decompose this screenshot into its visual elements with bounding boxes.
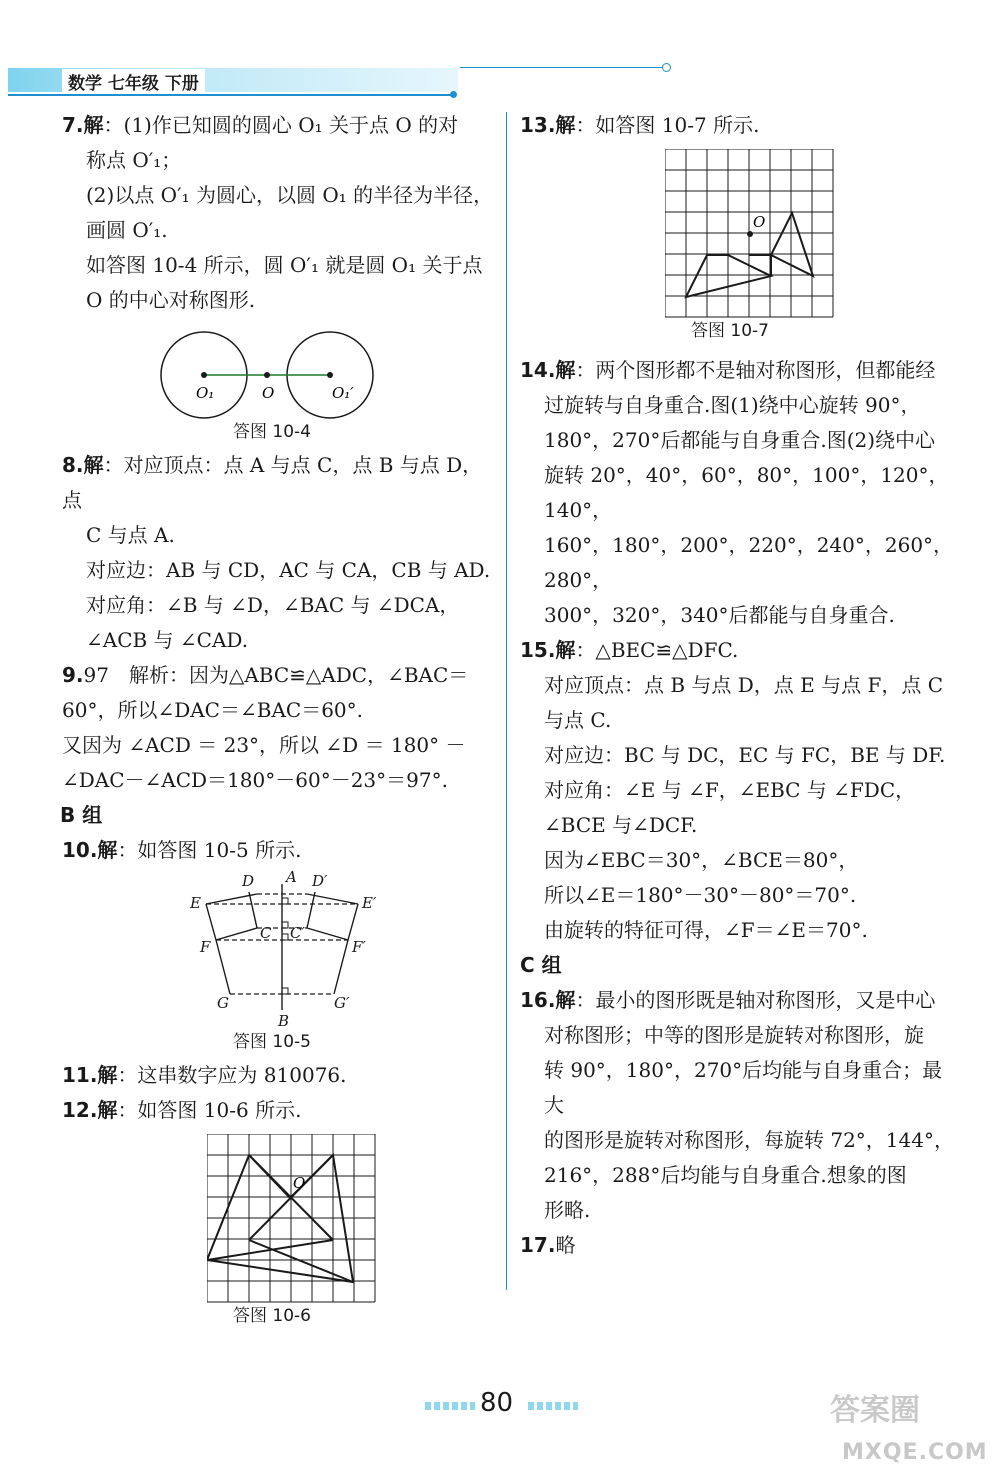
left-column xyxy=(62,108,502,1332)
group-c-heading: C 组 xyxy=(520,953,562,977)
column-divider xyxy=(506,112,507,1290)
q15-line9: 由旋转的特征可得，∠F＝∠E＝70°. xyxy=(544,918,868,942)
label-b: B xyxy=(278,1012,290,1030)
q16-line3: 转 90°，180°，270°后均能与自身重合；最大 xyxy=(544,1058,943,1117)
label-o-10-7: O xyxy=(753,213,766,231)
label-c-prime: C′ xyxy=(290,924,305,942)
q14-line5: 160°，180°，200°，220°，240°，260°，280°， xyxy=(544,533,954,592)
q11-line1: 11.解：这串数字应为 810076. xyxy=(62,1063,347,1087)
header-rule-bottom xyxy=(8,94,453,96)
q7-line3: (2)以点 O′₁ 为圆心，以圆 O₁ 的半径为半径， xyxy=(86,183,494,207)
label-g: G xyxy=(217,994,229,1012)
q9-line1: 9.97 解析：因为△ABC≌△ADC，∠BAC＝ xyxy=(62,663,469,687)
q16-line5: 216°，288°后均能与自身重合.想象的图 xyxy=(544,1163,907,1187)
label-a: A xyxy=(286,870,297,886)
header-rule-top xyxy=(460,67,665,68)
q14-line4: 旋转 20°，40°，60°，80°，100°，120°，140°， xyxy=(544,463,949,522)
q16-line1: 16.解：最小的图形既是轴对称图形，又是中心 xyxy=(520,988,936,1012)
label-c: C xyxy=(260,924,272,942)
q9-line4: ∠DAC－∠ACD＝180°－60°－23°＝97°. xyxy=(62,768,448,792)
q7-line2: 称点 O′₁； xyxy=(86,148,182,172)
q15-line6: ∠BCE 与∠DCF. xyxy=(544,813,698,837)
caption-10-7: 答图 10-7 xyxy=(691,321,769,341)
figure-10-6 xyxy=(207,1134,377,1304)
point-o1 xyxy=(201,372,207,378)
edge-epdp xyxy=(307,894,358,904)
footer-deco-left xyxy=(425,1402,475,1410)
q15-line5: 对应角：∠E 与 ∠F，∠EBC 与 ∠FDC， xyxy=(544,778,916,802)
q14-line1: 14.解：两个图形都不是轴对称图形，但都能经 xyxy=(520,358,936,382)
edge-fpgp xyxy=(334,940,348,994)
figure-10-4 xyxy=(152,330,412,420)
q13-line1: 13.解：如答图 10-7 所示. xyxy=(520,113,760,137)
q8-line3: 对应边：AB 与 CD，AC 与 CA，CB 与 AD. xyxy=(86,558,491,582)
watermark-url: MXQE.COM xyxy=(842,1440,988,1465)
q14-line2: 过旋转与自身重合.图(1)绕中心旋转 90°， xyxy=(544,393,921,417)
label-f: F xyxy=(200,938,211,956)
q16-line4: 的图形是旋转对称图形，每旋转 72°，144°， xyxy=(544,1128,954,1152)
label-o1-prime: O₁′ xyxy=(332,384,354,402)
q16-line2: 对称图形；中等的图形是旋转对称图形，旋 xyxy=(544,1023,924,1047)
edge-dc xyxy=(249,892,257,928)
q10-line1: 10.解：如答图 10-5 所示. xyxy=(62,838,302,862)
edge-ed xyxy=(206,894,257,904)
q12-line1: 12.解：如答图 10-6 所示. xyxy=(62,1098,302,1122)
label-g-prime: G′ xyxy=(334,994,350,1012)
q14-line3: 180°，270°后都能与自身重合.图(2)绕中心 xyxy=(544,428,936,452)
edge-fpcp xyxy=(307,928,348,940)
q15-line3: 与点 C. xyxy=(544,708,612,732)
edge-fc xyxy=(216,928,257,940)
group-b-heading: B 组 xyxy=(60,803,103,827)
q7-line6: O 的中心对称图形. xyxy=(86,288,256,312)
seg-3 xyxy=(249,1240,353,1282)
label-e-prime: E′ xyxy=(362,894,377,912)
point-o xyxy=(264,372,270,378)
label-o1: O₁ xyxy=(196,384,215,402)
caption-10-4: 答图 10-4 xyxy=(233,422,311,442)
shape-rotated xyxy=(771,213,813,276)
figure-10-5 xyxy=(172,870,392,1030)
q7-line1: 7.解：(1)作已知圆的圆心 O₁ 关于点 O 的对 xyxy=(62,113,459,137)
q16-line6: 形略. xyxy=(544,1198,591,1222)
q7-line5: 如答图 10-4 所示，圆 O′₁ 就是圆 O₁ 关于点 xyxy=(86,253,483,277)
page-number: 80 xyxy=(480,1388,514,1418)
q8-line4: 对应角：∠B 与 ∠D，∠BAC 与 ∠DCA， xyxy=(86,593,460,617)
q14-line6: 300°，320°，340°后都能与自身重合. xyxy=(544,603,895,627)
q8-line2: C 与点 A. xyxy=(86,523,175,547)
q15-line7: 因为∠EBC＝30°，∠BCE＝80°， xyxy=(544,848,859,872)
label-e: E xyxy=(190,894,201,912)
caption-10-5: 答图 10-5 xyxy=(233,1032,311,1052)
label-d: D xyxy=(242,872,255,890)
label-o: O xyxy=(262,384,275,402)
watermark-logo: 答案圈 xyxy=(830,1393,920,1428)
q15-line1: 15.解：△BEC≌△DFC. xyxy=(520,638,739,662)
header-dot-open xyxy=(662,63,671,72)
edge-epfp xyxy=(348,904,358,940)
point-o1-prime xyxy=(327,372,333,378)
q17-line1: 17.略 xyxy=(520,1233,576,1257)
q15-line2: 对应顶点：点 B 与点 D，点 E 与点 F，点 C xyxy=(544,673,944,697)
q15-line8: 所以∠E＝180°－30°－80°＝70°. xyxy=(544,883,857,907)
q15-line4: 对应边：BC 与 DC，EC 与 FC，BE 与 DF. xyxy=(544,743,946,767)
header-dot-filled xyxy=(450,91,457,98)
right-column xyxy=(520,108,960,1263)
caption-10-6: 答图 10-6 xyxy=(233,1306,311,1326)
edge-dpcp xyxy=(307,892,315,928)
header-title: 数学 七年级 下册 xyxy=(62,69,205,94)
point-o-10-7 xyxy=(747,231,753,237)
footer-deco-right xyxy=(528,1402,578,1410)
label-f-prime: F′ xyxy=(352,938,366,956)
edge-ef xyxy=(206,904,216,940)
grid-10-6 xyxy=(207,1134,375,1302)
q7-line4: 画圆 O′₁. xyxy=(86,218,168,242)
edge-fg xyxy=(216,940,230,994)
figure-10-7 xyxy=(665,149,835,319)
page-header xyxy=(0,62,1000,102)
label-o-10-6: O xyxy=(293,1174,306,1192)
label-d-prime: D′ xyxy=(312,872,328,890)
q9-line2: 60°，所以∠DAC＝∠BAC＝60°. xyxy=(62,698,363,722)
q8-line1: 8.解：对应顶点：点 A 与点 C，点 B 与点 D，点 xyxy=(62,453,483,512)
q8-line5: ∠ACB 与 ∠CAD. xyxy=(86,628,249,652)
q9-line3: 又因为 ∠ACD ＝ 23°，所以 ∠D ＝ 180° － xyxy=(62,733,466,757)
